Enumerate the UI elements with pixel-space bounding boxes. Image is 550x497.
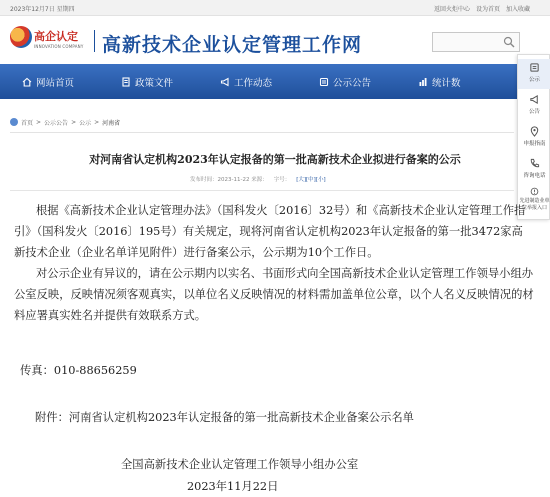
publish-info: 发布时间：2023-11-22 来源： [190,177,268,183]
top-utility-bar [0,0,550,16]
top-links [434,4,530,13]
logo-mark-icon [10,26,32,48]
nav-item-policy[interactable] [121,64,173,99]
breadcrumb-notices[interactable]: 公示公告 [44,119,69,127]
breadcrumb-home[interactable]: 首页 [21,119,34,127]
megaphone-icon [220,77,230,87]
nav-item-label: 公示公告 [333,77,372,89]
chart-icon [418,77,428,87]
guide-icon [529,126,540,137]
attachment-link[interactable]: 附件：河南省认定机构2023年认定报备的第一批高新技术企业备案公示名单 [35,411,414,424]
main-nav [0,64,550,99]
floating-sidebar [517,54,550,220]
nav-item-label: 统计数 [432,77,461,89]
sidebar-item-label: 咨询电话 [523,173,546,179]
home-icon [10,118,18,126]
document-icon [121,77,131,87]
article-meta [190,175,326,183]
notice-icon [529,62,540,73]
article-paragraph-1: 根据《高新技术企业认定管理办法》（国科发火〔2016〕32号）和《高新技术企业认定管理工作指引》（国科发火〔2016〕195号）有关规定，现将河南省认定机构2023年认定报备的第一批3472家高新技术企业（企业名单详见附件）进行备案公示，公示期为10个工作日。 [14,204,526,259]
site-title: 高新技术企业认定管理工作网 [102,34,363,56]
breadcrumb-separator: > [94,118,100,126]
report-icon [530,187,539,196]
meta-divider [10,190,514,191]
search-input[interactable] [432,32,520,52]
article-paragraph-2: 对公示企业有异议的，请在公示期内以实名、书面形式向全国高新技术企业认定管理工作领导小组办公室反映，反映情况须客观真实，以单位名义反映情况的材料需加盖单位公章，以个人名义反映情况的材料应署真实姓名并提供有效联系方式。 [14,267,534,322]
font-size-label: 字号： [273,177,291,183]
link-add-favorite[interactable]: 加入收藏 [505,6,530,13]
sidebar-item-label: 申报指南 [523,141,546,147]
article-title: 对河南省认定机构2023年认定报备的第一批高新技术企业拟进行备案的公示 [89,153,461,166]
breadcrumb-separator: > [71,118,77,126]
logo-text-en: INNOVATION COMPANY [34,44,84,49]
signature-date: 2023年11月22日 [187,480,279,493]
sidebar-item-publicity[interactable] [518,59,550,89]
link-back-to-torch-center[interactable]: 返回火炬中心 [433,6,470,13]
search-icon[interactable] [503,36,515,48]
nav-item-news[interactable] [220,64,272,99]
fax-line: 传真：010-88656259 [20,364,137,377]
breadcrumb-separator: > [36,118,42,126]
signature-office: 全国高新技术企业认定管理工作领导小组办公室 [121,458,359,471]
nav-item-label: 网站首页 [36,77,75,89]
breadcrumb-publicity[interactable]: 公示 [79,119,92,127]
sidebar-item-label: 公告 [528,109,540,115]
article-body [14,200,534,326]
sidebar-item-announcement[interactable] [518,91,550,121]
current-date: 2023年12月7日 星期四 [10,6,75,13]
nav-item-label: 政策文件 [135,77,174,89]
notice-icon [319,77,329,87]
site-logo[interactable] [10,22,90,56]
link-set-homepage[interactable]: 设为首页 [475,6,500,13]
breadcrumb-divider [10,132,514,133]
header-divider [94,30,95,52]
home-icon [22,77,32,87]
breadcrumb-current[interactable]: 河南省 [102,119,121,127]
logo-text-cn: 高企认定 [34,30,78,43]
sidebar-item-label: 先进制造业单位举报入口 [519,198,550,211]
sidebar-item-label: 公示 [528,77,540,83]
sidebar-item-guide[interactable] [518,123,550,153]
site-header [0,16,550,64]
nav-item-label: 工作动态 [234,77,273,89]
breadcrumb [10,116,120,128]
nav-item-home[interactable] [22,64,74,99]
font-size-switch[interactable] [296,175,325,183]
nav-item-statistics[interactable] [418,64,461,99]
announce-icon [529,94,540,105]
nav-item-notices[interactable] [319,64,371,99]
font-size-options[interactable]: [大][中][小] [296,177,326,183]
